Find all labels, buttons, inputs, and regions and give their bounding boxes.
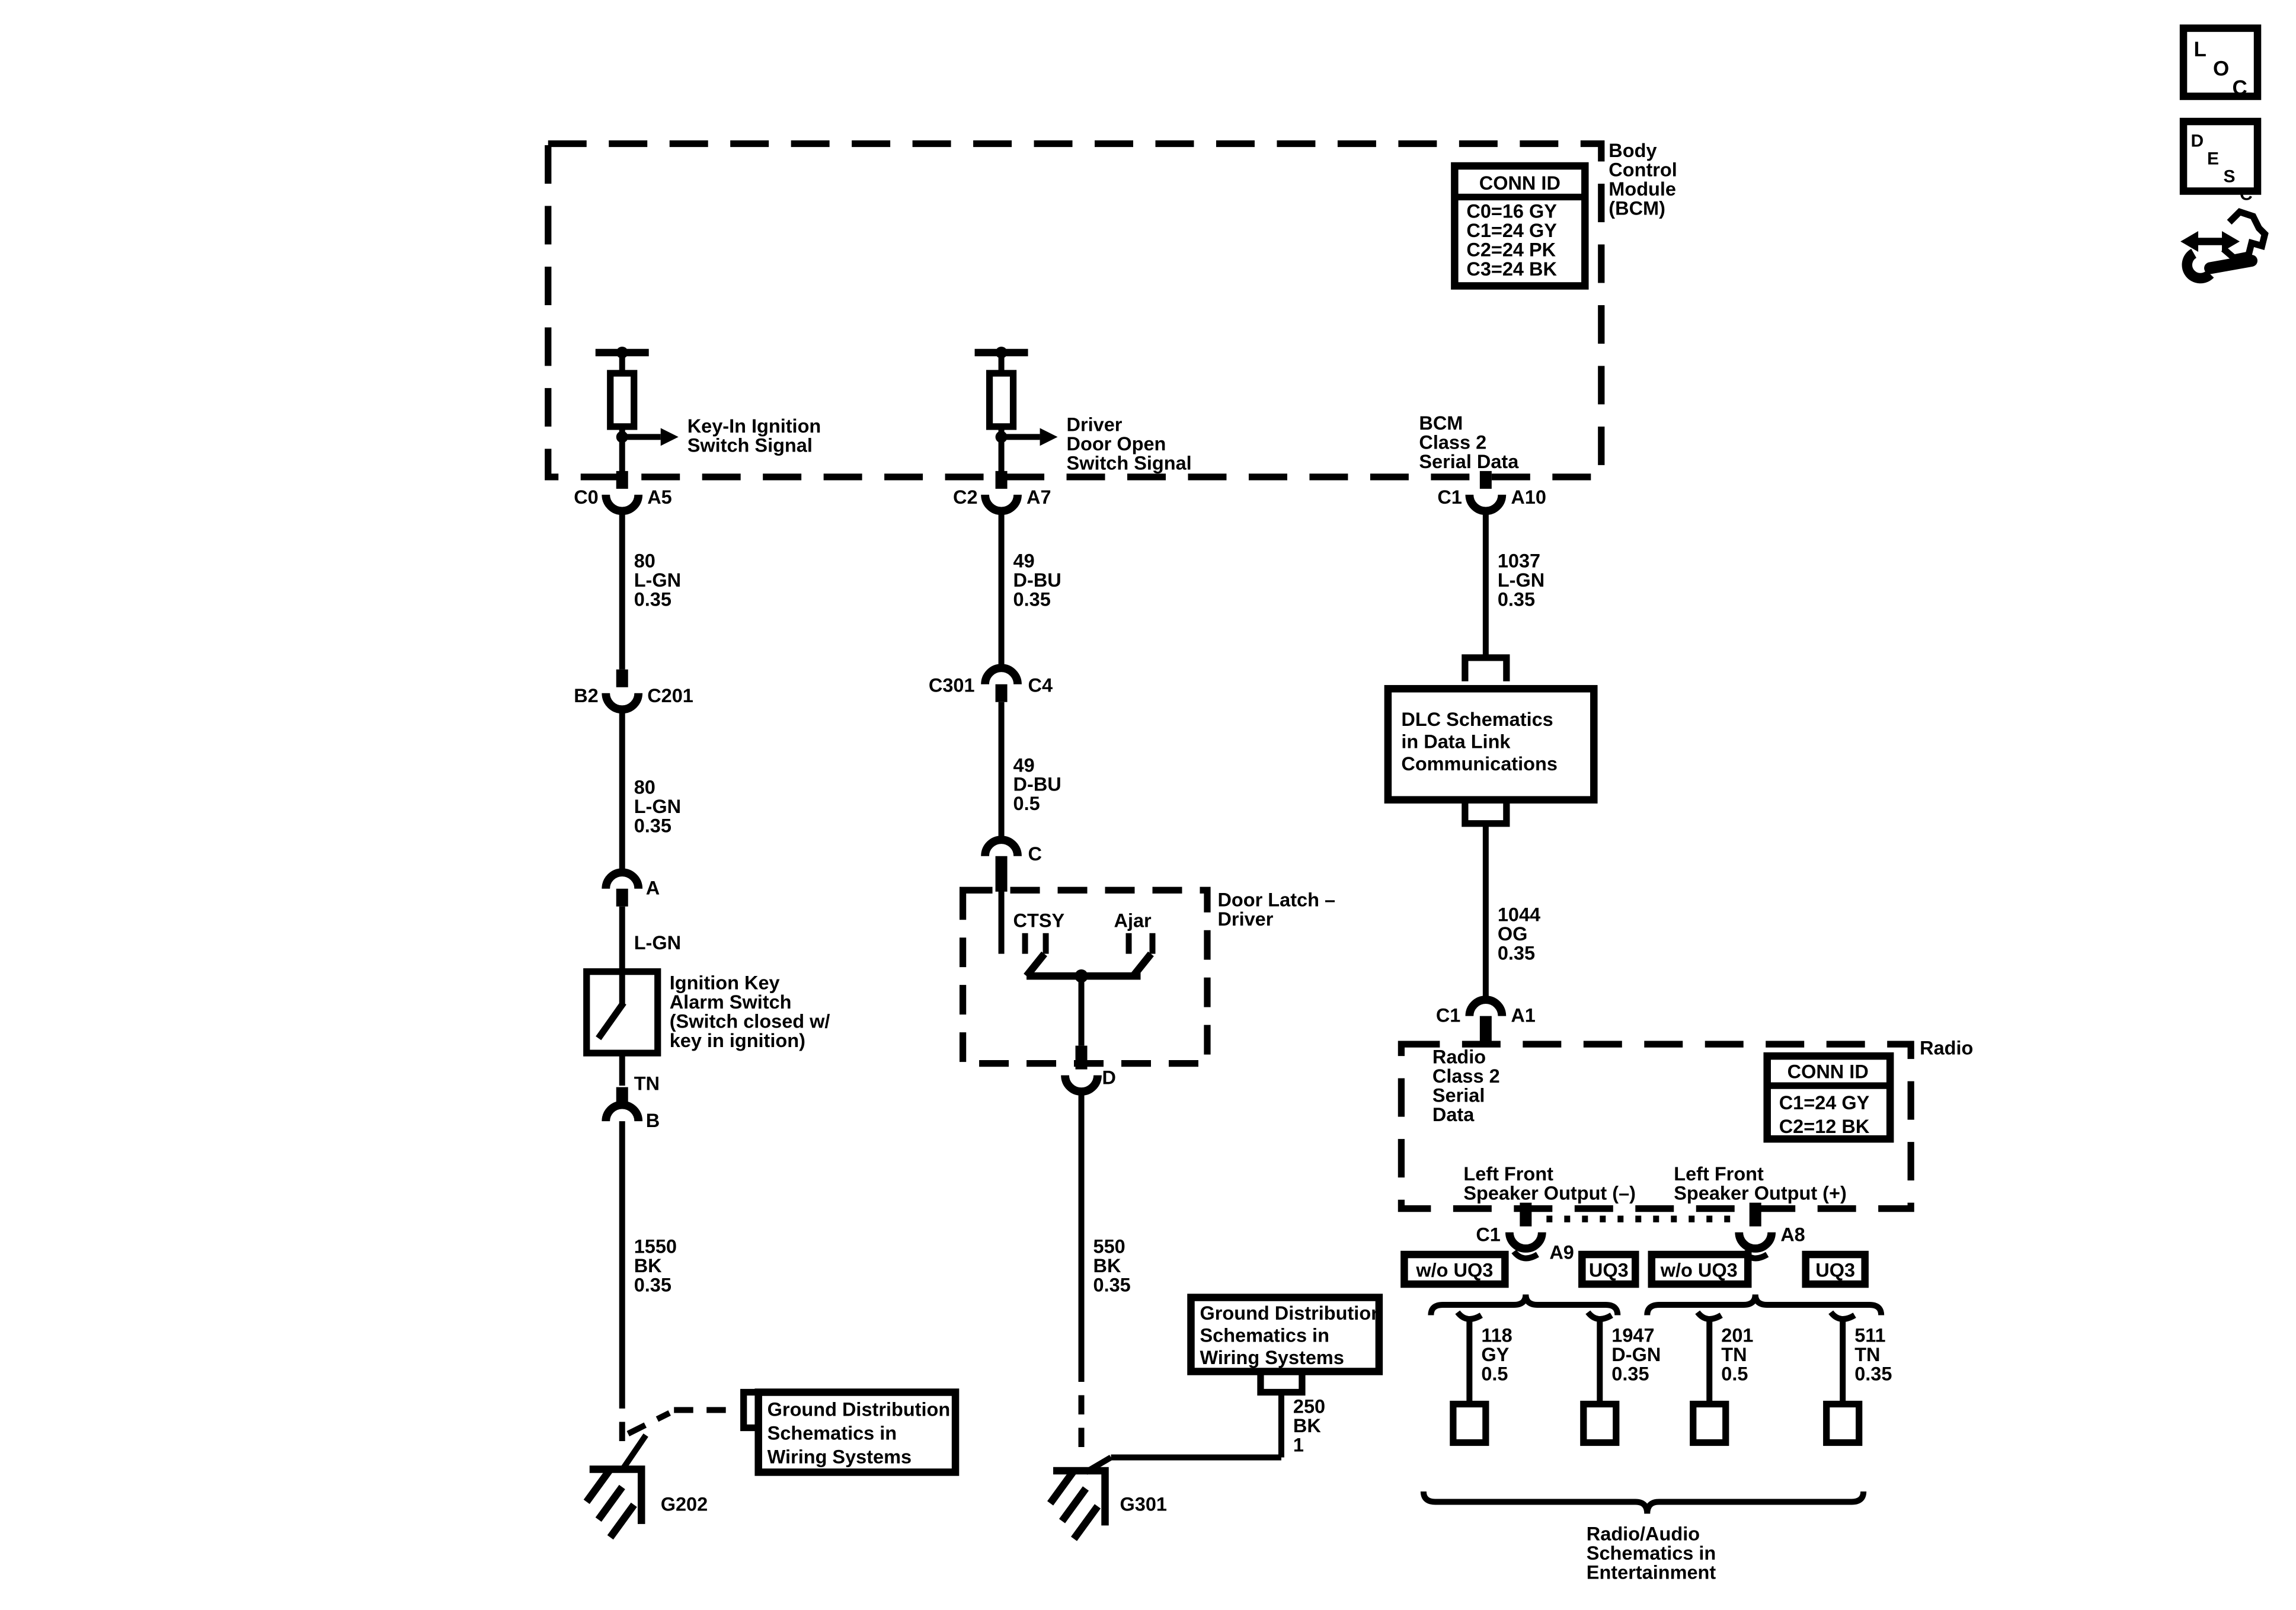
desc-letter-1: D (2191, 131, 2204, 151)
key-in-branch (574, 347, 830, 1537)
radio-conn-id-row: C1=24 GY (1779, 1092, 1870, 1114)
radio-conn-id-title: CONN ID (1787, 1061, 1869, 1083)
svg-text:0.35: 0.35 (1611, 1363, 1649, 1385)
connector-d (1065, 1076, 1098, 1092)
desc-letter-3: S (2223, 167, 2236, 187)
speaker-pos-label: Left Front (1674, 1163, 1764, 1185)
speaker-wire-118 (1453, 1313, 1512, 1443)
speaker-wire-1947 (1584, 1313, 1661, 1443)
dlc-ref-box (1388, 689, 1594, 823)
option-box-uq3-2 (1806, 1254, 1865, 1284)
radio-class2-label: Data (1432, 1104, 1475, 1126)
wire-label: 1037 (1497, 550, 1541, 572)
door-signal-label: Switch Signal (1066, 452, 1192, 474)
option-box-wo-uq3-1 (1404, 1254, 1505, 1284)
svg-text:Ground Distribution: Ground Distribution (767, 1398, 951, 1420)
driver-door-branch (929, 347, 1192, 892)
svg-text:w/o UQ3: w/o UQ3 (1660, 1259, 1738, 1281)
wire-label: 1550 (634, 1235, 677, 1257)
svg-text:UQ3: UQ3 (1588, 1259, 1629, 1281)
loc-icon[interactable] (2183, 28, 2257, 100)
switch-blade (599, 1003, 623, 1038)
connector-c1-a9 (1510, 1233, 1542, 1249)
wire-label: 1 (1293, 1434, 1304, 1456)
svg-text:C0: C0 (574, 486, 599, 508)
entertainment-ref-label: Schematics in (1586, 1542, 1716, 1564)
signal-arrow (1040, 428, 1058, 446)
connector-c1-a10 (1469, 495, 1502, 511)
speaker-output-section (1404, 1203, 1892, 1583)
svg-text:in Data Link: in Data Link (1401, 731, 1511, 753)
class2-branch (1419, 412, 1546, 681)
ctsy-label: CTSY (1013, 910, 1065, 932)
connector-c0-a5 (606, 495, 638, 511)
svg-text:C1: C1 (1437, 486, 1462, 508)
wire-label: BK (634, 1255, 662, 1277)
radio-class2-label: Radio (1432, 1046, 1486, 1068)
bcm-conn-id-row: C1=24 GY (1466, 219, 1557, 241)
bcm-conn-id-title: CONN ID (1479, 172, 1560, 194)
option-box-uq3-1 (1582, 1254, 1635, 1284)
loc-letter-1: L (2193, 38, 2207, 62)
desc-icon[interactable] (2183, 121, 2257, 204)
wire-label: 80 (634, 550, 655, 572)
svg-text:Ground Distribution: Ground Distribution (1200, 1302, 1383, 1324)
svg-text:0.5: 0.5 (1481, 1363, 1508, 1385)
connector-c (985, 840, 1018, 856)
wire-label: L-GN (634, 796, 682, 818)
svg-text:Schematics in: Schematics in (767, 1422, 897, 1444)
bcm-conn-id-row: C0=16 GY (1466, 200, 1557, 222)
svg-text:GY: GY (1481, 1344, 1510, 1366)
terminal-symbol (1827, 1404, 1859, 1442)
svg-text:511: 511 (1854, 1324, 1886, 1346)
svg-text:B: B (645, 1110, 660, 1132)
wire-label: 1044 (1497, 904, 1541, 926)
wire-label: L-GN (1497, 569, 1545, 591)
svg-text:1947: 1947 (1611, 1324, 1655, 1346)
wire-label: D-BU (1013, 569, 1061, 591)
terminal-symbol (1453, 1404, 1486, 1442)
key-in-signal-label: Key-In Ignition (687, 415, 821, 437)
ground-label: G301 (1120, 1493, 1167, 1515)
terminal-symbol (1693, 1404, 1726, 1442)
switch-label: Alarm Switch (669, 991, 792, 1013)
wire-label: 0.35 (1013, 588, 1051, 610)
wire-label: 0.35 (1497, 942, 1536, 964)
speaker-pos-label: Speaker Output (+) (1674, 1182, 1847, 1204)
key-in-signal-label: Switch Signal (687, 434, 813, 456)
svg-text:Module: Module (1609, 178, 1676, 200)
bcm-conn-id-row: C2=24 PK (1466, 239, 1556, 261)
svg-text:A: A (645, 877, 660, 899)
svg-text:A9: A9 (1549, 1241, 1574, 1263)
svg-text:C301: C301 (928, 674, 975, 696)
svg-text:201: 201 (1721, 1324, 1754, 1346)
ref-entry-bracket (1465, 658, 1507, 681)
svg-text:C1: C1 (1435, 1004, 1461, 1026)
svg-text:C1: C1 (1476, 1224, 1501, 1246)
wire-label: D-BU (1013, 773, 1061, 795)
desc-letter-4: C (2240, 184, 2253, 204)
svg-text:A5: A5 (647, 486, 672, 508)
svg-text:C201: C201 (647, 684, 693, 706)
wrench-icon[interactable] (2180, 212, 2265, 279)
svg-text:Wiring Systems: Wiring Systems (767, 1446, 912, 1468)
wire-label: 80 (634, 776, 655, 798)
svg-text:0.35: 0.35 (1854, 1363, 1892, 1385)
svg-text:Schematics in: Schematics in (1200, 1324, 1329, 1346)
svg-text:Body: Body (1609, 140, 1657, 162)
terminal-symbol (1584, 1404, 1616, 1442)
bcm-class2-label: Serial Data (1419, 450, 1519, 472)
svg-text:Control: Control (1609, 159, 1677, 181)
wire-label: 250 (1293, 1395, 1326, 1417)
svg-text:A8: A8 (1780, 1224, 1805, 1246)
connector-c1-a1 (1469, 1000, 1502, 1016)
switch-label: Ignition Key (669, 972, 780, 994)
wire-label: 0.35 (634, 1274, 671, 1296)
class2-to-radio (1436, 824, 1540, 1046)
bcm-class2-label: Class 2 (1419, 431, 1487, 453)
door-latch-box (963, 889, 1335, 1064)
connector-b2-c201 (606, 693, 638, 709)
svg-text:DLC Schematics: DLC Schematics (1401, 708, 1553, 730)
speaker-neg-label: Speaker Output (–) (1463, 1182, 1636, 1204)
bcm-module-label (1609, 140, 1677, 219)
svg-text:A10: A10 (1511, 486, 1546, 508)
wire-label: 49 (1013, 550, 1035, 572)
svg-text:B2: B2 (574, 684, 599, 706)
svg-text:UQ3: UQ3 (1815, 1259, 1856, 1281)
svg-text:C2: C2 (953, 486, 978, 508)
svg-text:A1: A1 (1511, 1004, 1536, 1026)
wire-label: OG (1497, 923, 1528, 945)
radio-label: Radio (1920, 1037, 1974, 1059)
ajar-label: Ajar (1114, 910, 1152, 932)
svg-text:0.5: 0.5 (1721, 1363, 1748, 1385)
wire-label: TN (634, 1073, 660, 1094)
radio-conn-id-table (1767, 1056, 1890, 1139)
door-latch-output (1050, 1046, 1281, 1539)
wire-label: BK (1093, 1255, 1121, 1277)
radio-conn-id-row: C2=12 BK (1779, 1116, 1870, 1138)
option-box-wo-uq3-2 (1652, 1254, 1748, 1284)
wire-label: L-GN (634, 932, 682, 954)
wire-label: 550 (1093, 1235, 1125, 1257)
wire-label: 0.35 (634, 815, 671, 837)
door-latch-label: Driver (1217, 908, 1274, 930)
entertainment-ref-label: Radio/Audio (1586, 1523, 1700, 1545)
option-brace-right (1647, 1295, 1881, 1315)
ground-ref-box-left (759, 1392, 955, 1472)
bcm-class2-label: BCM (1419, 412, 1463, 434)
svg-text:D: D (1102, 1067, 1116, 1089)
speaker-wire-511 (1827, 1313, 1892, 1443)
signal-arrow (661, 428, 679, 446)
resistor-symbol (990, 373, 1013, 427)
svg-text:D-GN: D-GN (1611, 1344, 1661, 1366)
speaker-neg-label: Left Front (1463, 1163, 1553, 1185)
door-signal-label: Driver (1066, 414, 1123, 436)
svg-text:Wiring Systems: Wiring Systems (1200, 1347, 1344, 1369)
desc-letter-2: E (2207, 149, 2220, 169)
connector-c301-c4 (985, 668, 1018, 684)
connector-b (606, 1105, 638, 1121)
connector-c2-a7 (985, 495, 1018, 511)
entertainment-ref-label: Entertainment (1586, 1561, 1716, 1583)
ground-ref-box-middle (1191, 1298, 1383, 1458)
svg-text:A7: A7 (1027, 486, 1051, 508)
door-latch-label: Door Latch – (1217, 889, 1336, 911)
svg-text:TN: TN (1721, 1344, 1747, 1366)
wire-label: 49 (1013, 754, 1035, 776)
svg-text:C4: C4 (1028, 674, 1053, 696)
door-signal-label: Door Open (1066, 433, 1166, 454)
wire-label: 0.5 (1013, 793, 1040, 815)
svg-text:(BCM): (BCM) (1609, 197, 1665, 219)
resistor-symbol (610, 373, 634, 427)
svg-text:TN: TN (1854, 1344, 1881, 1366)
wire-label: BK (1293, 1414, 1321, 1436)
entertainment-brace (1424, 1491, 1863, 1513)
svg-text:w/o UQ3: w/o UQ3 (1416, 1259, 1494, 1281)
bcm-conn-id-table (1454, 166, 1585, 286)
radio-class2-label: Serial (1432, 1084, 1485, 1106)
radio-box (1401, 1038, 1973, 1209)
bcm-conn-id-row: C3=24 BK (1466, 258, 1557, 280)
svg-text:Communications: Communications (1401, 753, 1558, 774)
switch-label: key in ignition) (669, 1030, 805, 1052)
connector-a (606, 872, 638, 888)
wire-label: 0.35 (634, 588, 671, 610)
loc-letter-2: O (2213, 57, 2230, 81)
loc-letter-3: C (2232, 76, 2247, 100)
wire-label: 0.35 (1497, 588, 1536, 610)
speaker-wire-201 (1693, 1313, 1754, 1443)
svg-text:118: 118 (1481, 1324, 1512, 1346)
radio-class2-label: Class 2 (1432, 1065, 1500, 1087)
wire-label: 0.35 (1093, 1274, 1131, 1296)
svg-text:C: C (1028, 843, 1043, 865)
wire-label: L-GN (634, 569, 682, 591)
connector-a8 (1739, 1233, 1771, 1249)
ground-label: G202 (660, 1493, 708, 1515)
switch-label: (Switch closed w/ (669, 1010, 830, 1032)
